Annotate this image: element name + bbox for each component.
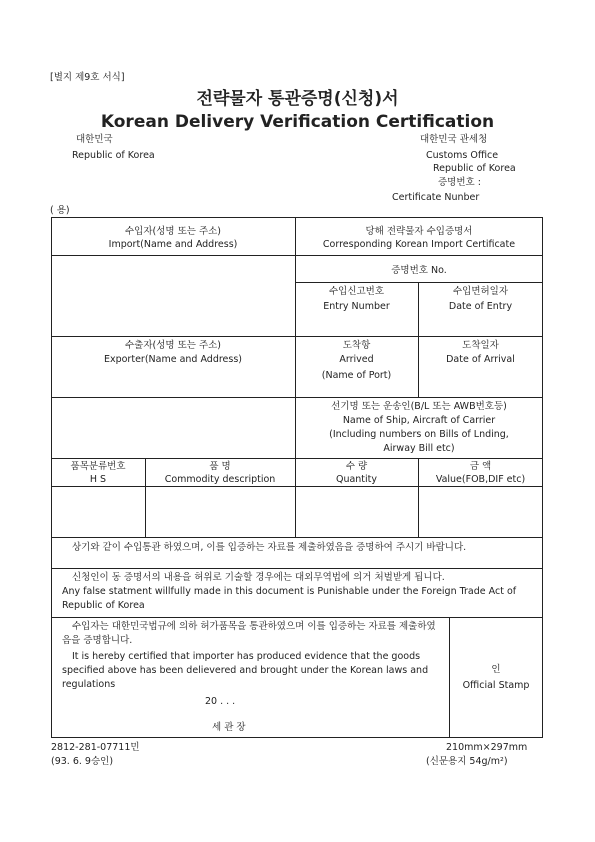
- cert-number-label-en: Certificate Nunber: [392, 192, 480, 203]
- stamp-label-en: Official Stamp: [462, 680, 530, 691]
- arrival-date-label-en: Date of Arrival: [446, 354, 515, 365]
- desc-header-en: Commodity description: [164, 474, 276, 485]
- stamp-label-ko: 인: [491, 664, 501, 675]
- corr-cert-label-ko: 당해 전략물자 수입증명서: [365, 226, 473, 237]
- entry-date-label-en: Date of Entry: [448, 301, 513, 312]
- footer-paper-type: (신문용지 54g/m²): [426, 756, 508, 767]
- title-english: Korean Delivery Verification Certification: [100, 112, 495, 132]
- issuer-country-en: Republic of Korea: [72, 150, 155, 161]
- hs-field[interactable]: [52, 487, 144, 536]
- footer-form-code: 2812-281-07711민: [51, 742, 140, 753]
- entry-number-label-ko: 수입신고번호: [328, 286, 385, 297]
- entry-number-label-en: Entry Number: [323, 301, 390, 312]
- issuer-country-ko: 대한민국: [76, 134, 113, 145]
- customs-office-en: Customs Office: [426, 150, 499, 161]
- footer-paper-size: 210mm×297mm: [446, 742, 528, 753]
- arrival-port-label-en: Arrived: [339, 354, 374, 365]
- office-use-mark: ( 용): [50, 205, 70, 216]
- cert-number-label-ko: 증명번호 :: [438, 177, 481, 188]
- footer-approval: (93. 6. 9승인): [51, 756, 114, 767]
- value-field[interactable]: [419, 487, 542, 536]
- date-line: 20 . . .: [205, 696, 236, 707]
- hs-header-ko: 품목분류번호: [70, 461, 126, 472]
- cert-no-label: 증명번호 No.: [391, 265, 447, 276]
- corr-cert-label-en: Corresponding Korean Import Certificate: [322, 239, 516, 250]
- arrival-port-label-en2: (Name of Port): [321, 370, 392, 381]
- exporter-label-ko: 수출자(성명 또는 주소): [124, 340, 222, 351]
- form-number: [별지 제9호 서식]: [50, 72, 125, 83]
- penalty-statement-en: Any false statment willfully made in this document is Punishable under the Foreign Trade Act of Republic of Korea: [62, 586, 517, 611]
- customs-country-en: Republic of Korea: [433, 163, 516, 174]
- certification-statement-ko: 수입자는 대한민국법규에 의하 허가품목을 통관하였으며 이를 입증하는 자료를 제출하였음을 증명합니다.: [62, 621, 436, 646]
- importer-label-ko: 수입자(성명 또는 주소): [124, 226, 222, 237]
- customs-office-ko: 대한민국 관세청: [420, 134, 488, 145]
- qty-header-en: Quantity: [335, 474, 378, 485]
- importer-label-en: Import(Name and Address): [108, 239, 238, 250]
- carrier-label-en2: (Including numbers on Bills of Lnding,: [329, 429, 509, 440]
- signer-title: 세 관 장: [212, 722, 246, 733]
- carrier-label-en1: Name of Ship, Aircraft of Carrier: [342, 415, 496, 426]
- carrier-label-ko: 선기명 또는 운송인(B/L 또는 AWB번호등): [331, 401, 507, 412]
- entry-date-label-ko: 수입면허일자: [452, 286, 509, 297]
- desc-header-ko: 품 명: [209, 461, 231, 472]
- request-statement: 상기와 같이 수입통관 하였으며, 이를 입증하는 자료를 제출하였음을 증명하여 주시기 바랍니다.: [72, 542, 467, 553]
- arrival-port-label-ko: 도착항: [342, 340, 371, 351]
- hs-header-en: H S: [89, 474, 107, 485]
- exporter-field[interactable]: [52, 398, 294, 457]
- title-korean: 전략물자 통관증명(신청)서: [196, 89, 399, 109]
- value-header-en: Value(FOB,DIF etc): [435, 474, 526, 485]
- certification-statement-en: It is hereby certified that importer has produced evidence that the goods specified above has been delievered and brought under the Korean laws and regulations: [62, 651, 429, 690]
- quantity-field[interactable]: [296, 487, 417, 536]
- carrier-label-en3: Airway Bill etc): [383, 443, 455, 454]
- importer-field[interactable]: [52, 256, 294, 335]
- arrival-date-label-ko: 도착일자: [462, 340, 499, 351]
- value-header-ko: 금 액: [469, 461, 492, 472]
- exporter-label-en: Exporter(Name and Address): [103, 354, 243, 365]
- description-field[interactable]: [146, 487, 294, 536]
- qty-header-ko: 수 량: [345, 461, 368, 472]
- penalty-statement-ko: 신청인이 동 증명서의 내용을 허위로 기술할 경우에는 대외무역법에 의거 처벌받게 됩니다.: [72, 572, 445, 583]
